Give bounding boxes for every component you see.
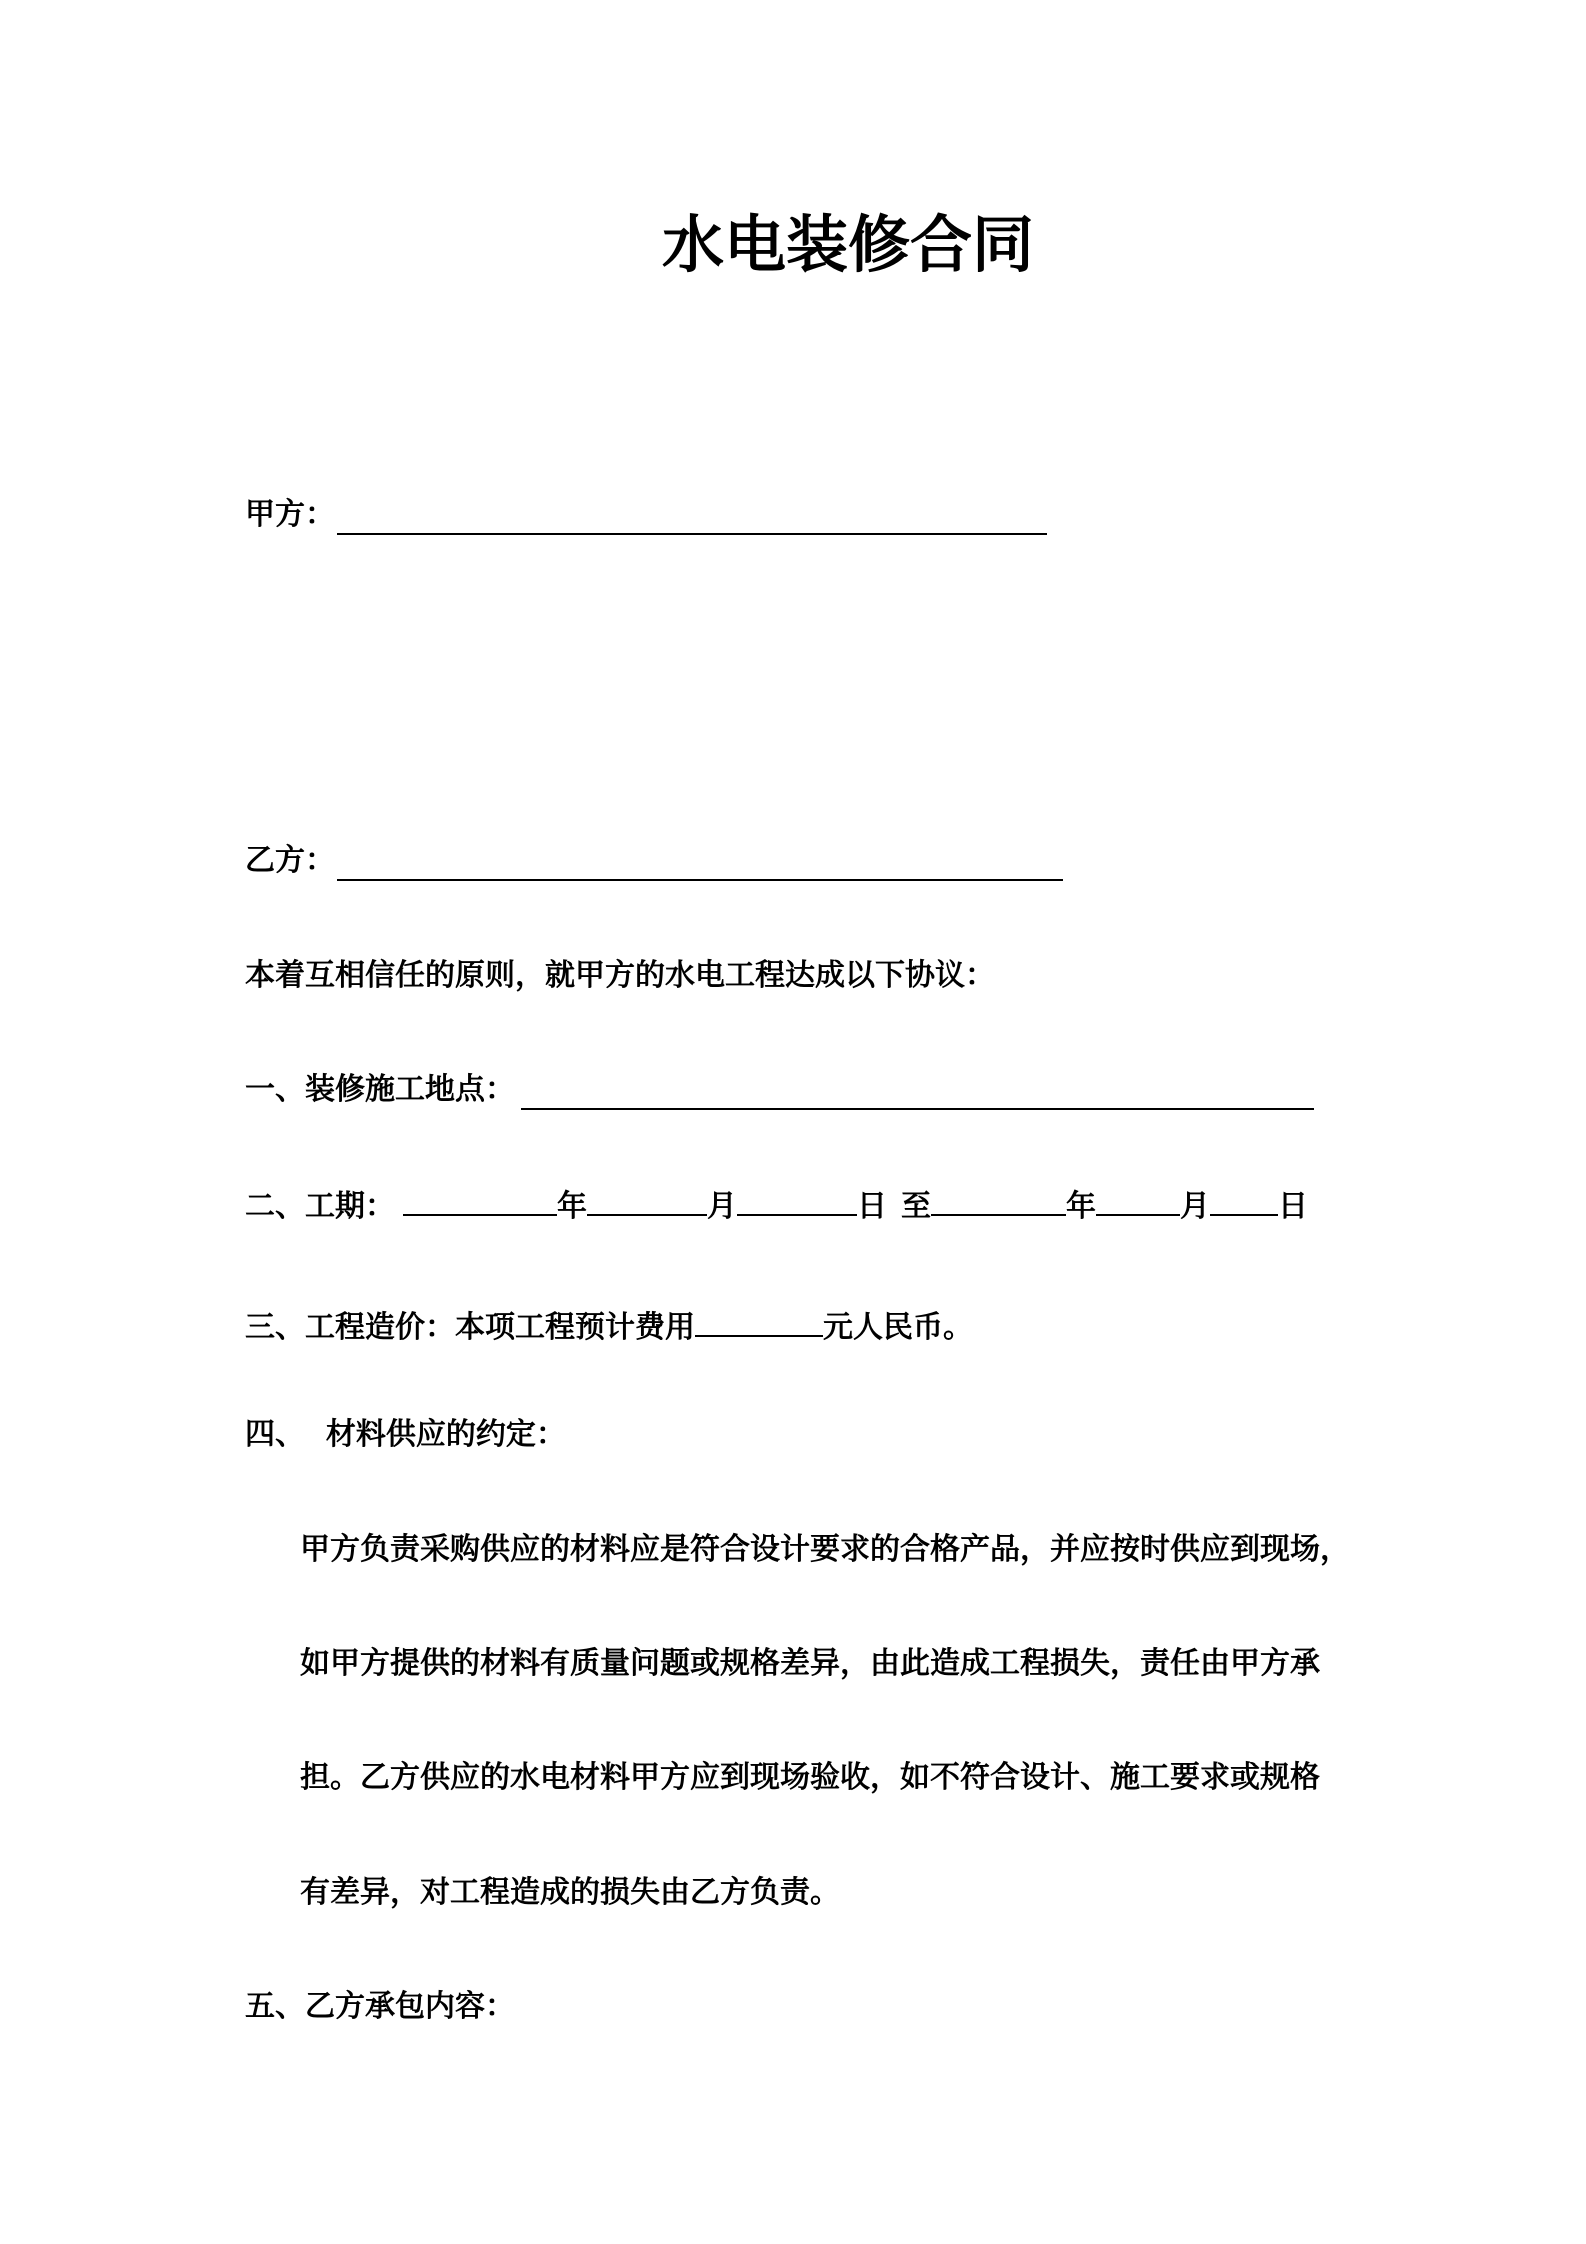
section5-label: 五、乙方承包内容： — [245, 1989, 515, 2024]
month-label: 月 — [1180, 1189, 1210, 1224]
end-month-field[interactable] — [1096, 1186, 1180, 1216]
intro-text: 本着互相信任的原则，就甲方的水电工程达成以下协议： — [245, 958, 995, 993]
year-label: 年 — [1066, 1189, 1096, 1224]
to-label: 至 — [901, 1189, 931, 1224]
party-a-label: 甲方： — [245, 497, 335, 532]
section4-line: 有差异，对工程造成的损失由乙方负责。 — [300, 1875, 840, 1910]
section4-label: 四、 材料供应的约定： — [245, 1417, 566, 1452]
section4-line: 甲方负责采购供应的材料应是符合设计要求的合格产品，并应按时供应到现场， — [300, 1532, 1350, 1567]
section2-duration — [245, 1186, 1308, 1225]
day-label: 日 — [857, 1189, 887, 1224]
section3-cost — [245, 1301, 973, 1346]
construction-site-field[interactable] — [521, 1108, 1314, 1110]
party-a-field[interactable] — [337, 533, 1047, 535]
section2-label: 二、工期： — [245, 1189, 395, 1224]
party-b-field[interactable] — [337, 879, 1063, 881]
start-day-field[interactable] — [737, 1186, 857, 1216]
section4-line: 如甲方提供的材料有质量问题或规格差异，由此造成工程损失，责任由甲方承 — [300, 1646, 1320, 1681]
end-year-field[interactable] — [931, 1186, 1066, 1216]
start-month-field[interactable] — [587, 1186, 707, 1216]
end-day-field[interactable] — [1210, 1186, 1278, 1216]
section4-line: 担。乙方供应的水电材料甲方应到现场验收，如不符合设计、施工要求或规格 — [300, 1760, 1320, 1795]
start-year-field[interactable] — [403, 1186, 557, 1216]
year-label: 年 — [557, 1189, 587, 1224]
section1-label: 一、装修施工地点： — [245, 1072, 515, 1107]
cost-field[interactable] — [695, 1301, 823, 1337]
section3-label: 三、工程造价：本项工程预计费用 — [245, 1310, 695, 1345]
party-b-label: 乙方： — [245, 843, 335, 878]
section3-suffix: 元人民币。 — [823, 1310, 973, 1345]
day-label: 日 — [1278, 1189, 1308, 1224]
document-title: 水电装修合同 — [661, 208, 1034, 281]
month-label: 月 — [707, 1189, 737, 1224]
